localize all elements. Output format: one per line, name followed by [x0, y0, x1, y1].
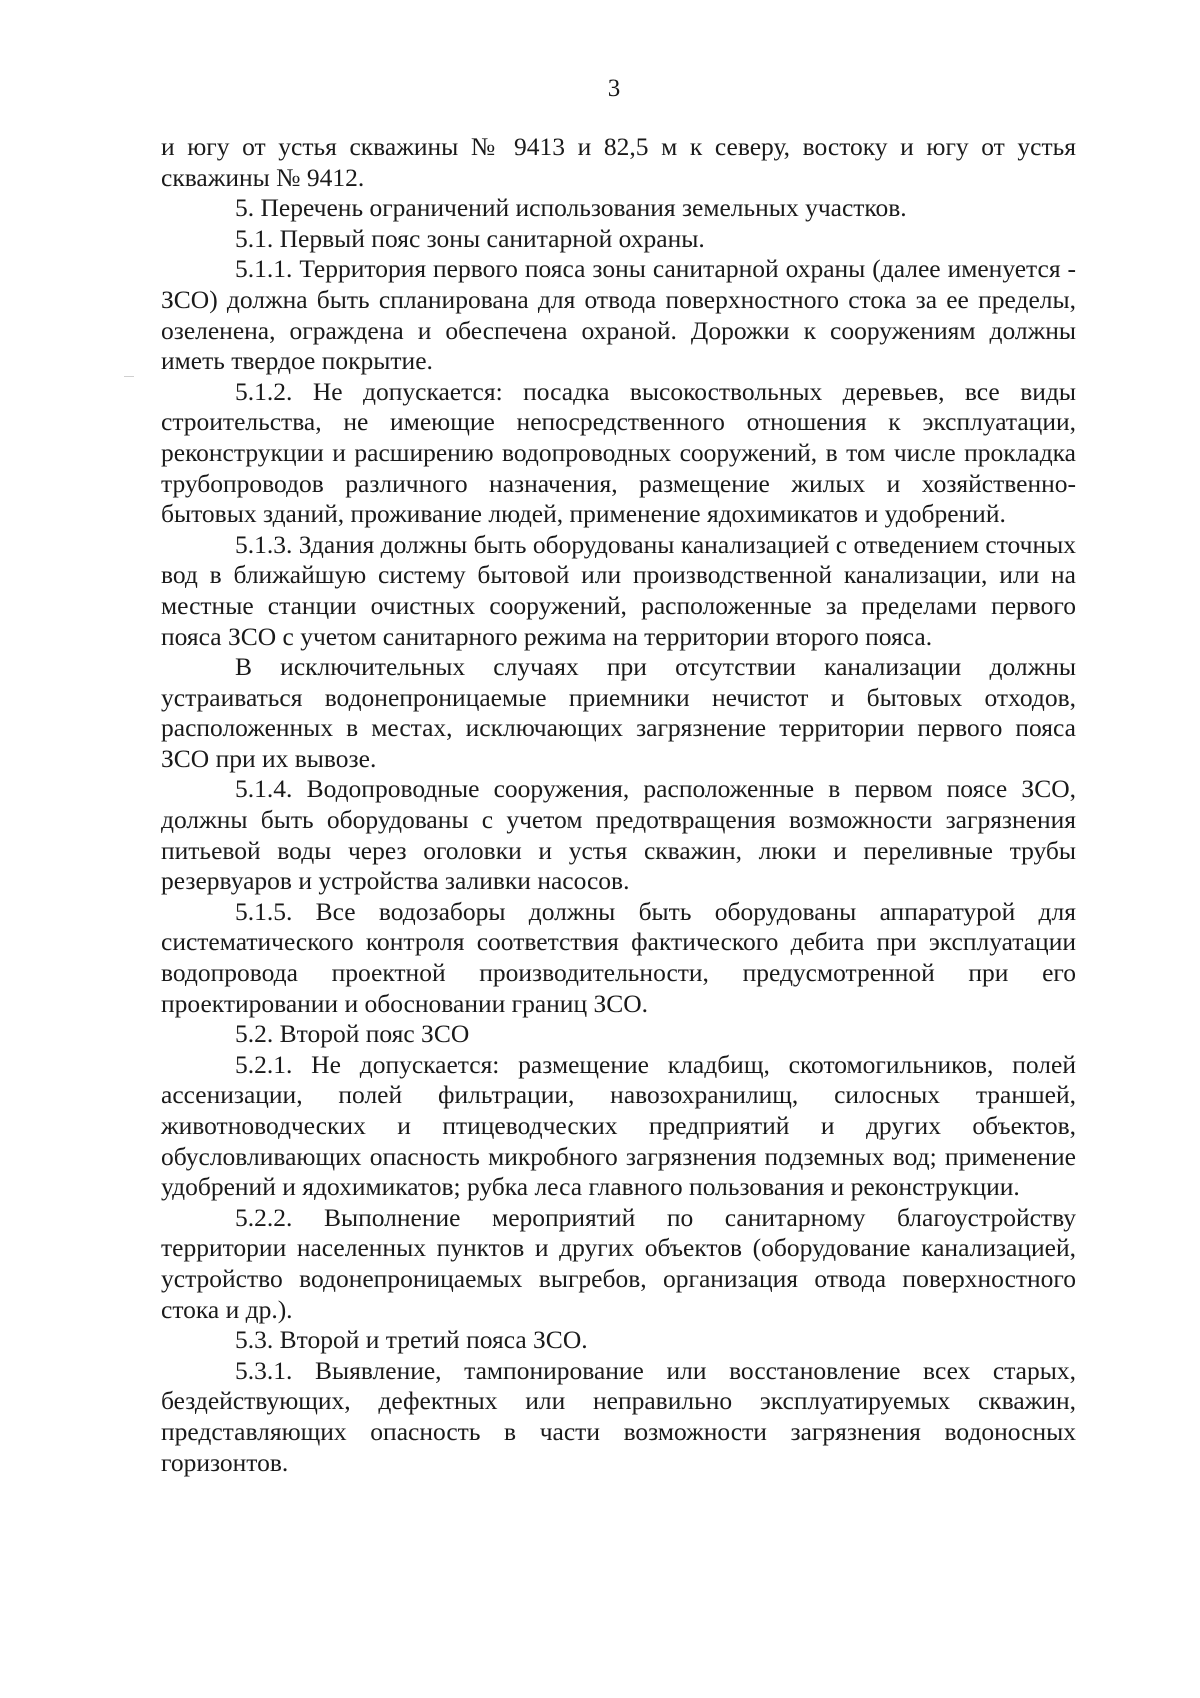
- paragraph-continuation: и югу от устья скважины № 9413 и 82,5 м к северу, востоку и югу от устья скважины № 9412.: [161, 132, 1076, 192]
- paragraph-section-5-1-4: 5.1.4. Водопроводные сооружения, расположенные в первом поясе ЗСО, должны быть оборудованы с учетом предотвращения возможности загрязнения питьевой воды через оголовки и устья скважин, люки и переливные трубы резервуаров и устройства заливки насосов.: [161, 774, 1076, 896]
- paragraph-section-5-3: 5.3. Второй и третий пояса ЗСО.: [235, 1325, 588, 1355]
- paragraph-section-5-2: 5.2. Второй пояс ЗСО: [235, 1019, 470, 1049]
- margin-mark: [124, 376, 134, 377]
- paragraph-section-5-1: 5.1. Первый пояс зоны санитарной охраны.: [235, 223, 705, 253]
- paragraph-section-5-1-2: 5.1.2. Не допускается: посадка высокоствольных деревьев, все виды строительства, не имеющие непосредственного отношения к эксплуатации, реконструкции и расширению водопроводных сооружений, в том числе прокладка трубопроводов различного назначения, размещение жилых и хозяйственно-бытовых зданий, проживание людей, применение ядохимикатов и удобрений.: [161, 376, 1076, 529]
- paragraph-section-5-1-1: 5.1.1. Территория первого пояса зоны санитарной охраны (далее именуется - ЗСО) должна быть спланирована для отвода поверхностного стока за ее пределы, озеленена, ограждена и обеспечена охраной. Дорожки к сооружениям должны иметь твердое покрытие.: [161, 254, 1076, 376]
- document-body: [161, 132, 1076, 1478]
- paragraph-exceptional-cases: В исключительных случаях при отсутствии канализации должны устраиваться водонепроницаемые приемники нечистот и бытовых отходов, расположенных в местах, исключающих загрязнение территории первого пояса ЗСО при их вывозе.: [161, 652, 1076, 773]
- page-number: 3: [607, 75, 621, 102]
- paragraph-section-5: 5. Перечень ограничений использования земельных участков.: [235, 193, 907, 223]
- paragraph-section-5-3-1: 5.3.1. Выявление, тампонирование или восстановление всех старых, бездействующих, дефектных или неправильно эксплуатируемых скважин, представляющих опасность в части возможности загрязнения водоносных горизонтов.: [161, 1355, 1076, 1477]
- paragraph-section-5-2-2: 5.2.2. Выполнение мероприятий по санитарному благоустройству территории населенных пунктов и других объектов (оборудование канализацией, устройство водонепроницаемых выгребов, организация отвода поверхностного стока и др.).: [161, 1202, 1076, 1324]
- paragraph-section-5-1-3: 5.1.3. Здания должны быть оборудованы канализацией с отведением сточных вод в ближайшую систему бытовой или производственной канализации, или на местные станции очистных сооружений, расположенные за пределами первого пояса ЗСО с учетом санитарного режима на территории второго пояса.: [161, 529, 1076, 651]
- paragraph-section-5-1-5: 5.1.5. Все водозаборы должны быть оборудованы аппаратурой для систематического контроля соответствия фактического дебита при эксплуатации водопровода проектной производительности, предусмотренной при его проектировании и обосновании границ ЗСО.: [161, 896, 1076, 1018]
- paragraph-section-5-2-1: 5.2.1. Не допускается: размещение кладбищ, скотомогильников, полей ассенизации, полей фильтрации, навозохранилищ, силосных траншей, животноводческих и птицеводческих предприятий и других объектов, обусловливающих опасность микробного загрязнения подземных вод; применение удобрений и ядохимикатов; рубка леса главного пользования и реконструкции.: [161, 1049, 1076, 1202]
